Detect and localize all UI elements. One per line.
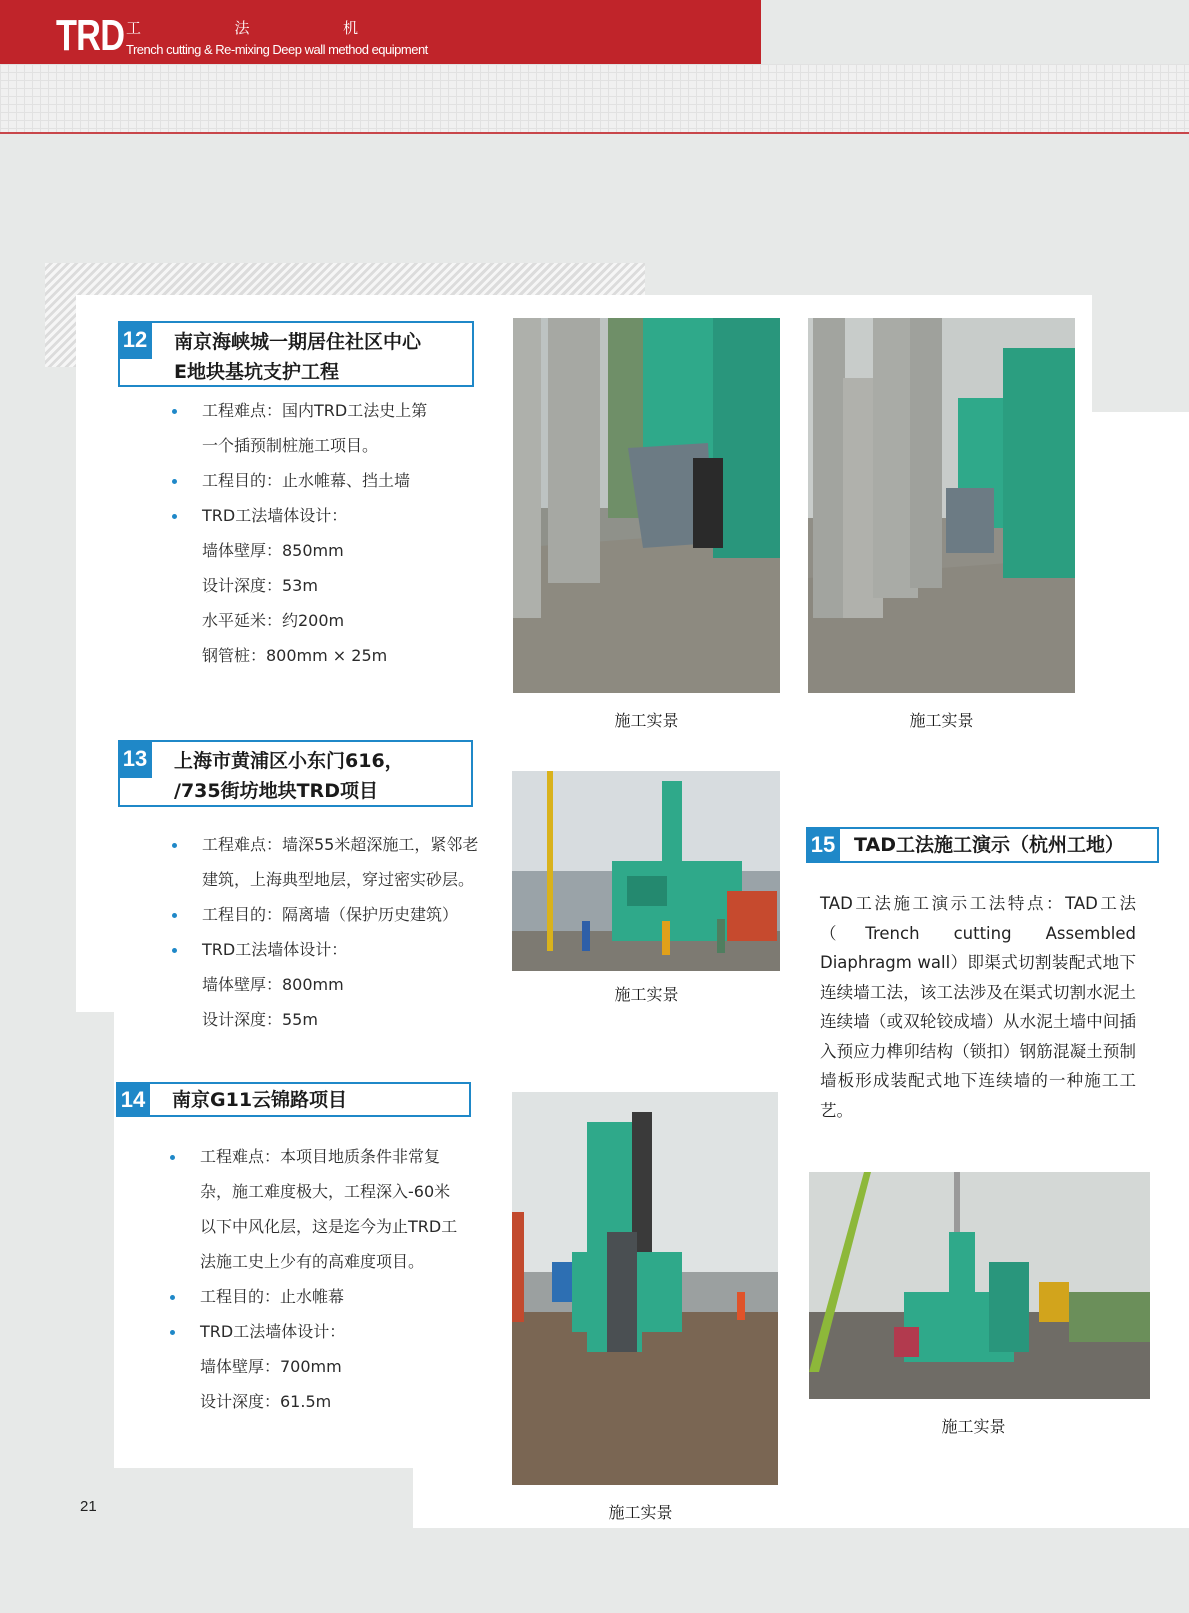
bullet-sub-item: 墙体壁厚：850mm — [202, 541, 344, 560]
bullet-sub-item: 钢管桩：800mm × 25m — [202, 646, 388, 665]
header-grid-band — [0, 64, 1189, 132]
project-number-badge: 15 — [806, 827, 840, 863]
site-illustration — [513, 318, 780, 693]
project-14-details — [168, 1142, 457, 1422]
project-title — [174, 327, 421, 387]
project-13-details — [170, 830, 478, 1040]
bullet-item: 工程难点：国内TRD工法史上第 — [170, 396, 427, 426]
bullet-item: 工程目的：隔离墙（保护历史建筑） — [170, 900, 478, 930]
brand-cn-title — [126, 20, 358, 36]
bullet-continuation: 法施工史上少有的高难度项目。 — [200, 1252, 425, 1271]
header-bar — [0, 0, 761, 64]
construction-photo — [512, 1092, 778, 1485]
bullet-continuation: 一个插预制桩施工项目。 — [202, 436, 379, 455]
project-title — [854, 830, 1124, 860]
bullet-item: 工程难点：墙深55米超深施工，紧邻老 — [170, 830, 478, 860]
site-illustration — [512, 771, 780, 971]
construction-photo — [808, 318, 1075, 693]
project-title-line: E地块基坑支护工程 — [174, 361, 339, 383]
project-number-badge: 13 — [118, 740, 152, 778]
project-title-line: /735街坊地块TRD项目 — [174, 780, 378, 802]
construction-photo — [512, 771, 780, 971]
tad-intro-text: TAD工法施工演示工法特点：TAD工法（Trench cutting Assembled Diaphragm wall）即渠式切割装配式地下连续墙工法，该工法涉及在渠式切割水泥土连续墙（或双轮铰成墙）从水泥土墙中间插入预应力榫卯结构（锁扣）钢筋混凝土预制墙板形成装配式地下连续墙的一种施工工艺。 — [820, 894, 1136, 1120]
bullet-continuation: 建筑，上海典型地层，穿过密实砂层。 — [202, 870, 475, 889]
bullet-continuation: 以下中风化层，这是迄今为止TRD工 — [200, 1217, 458, 1236]
brand-cn-char: 机 — [342, 19, 358, 37]
project-title — [172, 1085, 347, 1115]
photo-caption: 施工实景 — [614, 985, 679, 1004]
bullet-item: 工程目的：止水帷幕、挡土墙 — [170, 466, 427, 496]
bullet-item: 工程目的：止水帷幕 — [168, 1282, 457, 1312]
brand-cn-char: 工 — [126, 19, 142, 37]
project-title — [174, 746, 404, 806]
bullet-sub-item: 设计深度：53m — [202, 576, 318, 595]
brand-logo-text: TRD — [56, 11, 125, 60]
project-number-badge: 12 — [118, 321, 152, 359]
project-12-header — [118, 321, 474, 387]
project-number-badge: 14 — [116, 1082, 150, 1117]
page-number: 21 — [80, 1498, 97, 1515]
photo-caption: 施工实景 — [608, 1503, 673, 1522]
site-illustration — [808, 318, 1075, 693]
project-title-line: 上海市黄浦区小东门616， — [174, 750, 404, 772]
brand-en-subtitle: Trench cutting & Re-mixing Deep wall method equipment — [126, 42, 428, 57]
construction-photo — [809, 1172, 1150, 1399]
project-title-line: 南京G11云锦路项目 — [172, 1089, 348, 1111]
site-illustration — [512, 1092, 778, 1485]
project-12-details — [170, 396, 427, 676]
bullet-sub-item: 墙体壁厚：800mm — [202, 975, 344, 994]
photo-caption: 施工实景 — [909, 711, 974, 730]
project-14-header — [116, 1082, 471, 1117]
bullet-item: TRD工法墙体设计： — [168, 1317, 457, 1347]
project-title-line: TAD工法施工演示（杭州工地） — [854, 834, 1124, 856]
bullet-sub-item: 设计深度：61.5m — [200, 1392, 332, 1411]
photo-caption: 施工实景 — [614, 711, 679, 730]
bullet-item: TRD工法墙体设计： — [170, 501, 427, 531]
bullet-sub-item: 设计深度：55m — [202, 1010, 318, 1029]
brand-cn-char: 法 — [234, 19, 250, 37]
bullet-sub-item: 墙体壁厚：700mm — [200, 1357, 342, 1376]
bullet-item: 工程难点：本项目地质条件非常复 — [168, 1142, 457, 1172]
project-15-header — [806, 827, 1159, 863]
project-title-line: 南京海峡城一期居住社区中心 — [174, 331, 422, 353]
photo-caption: 施工实景 — [941, 1417, 1006, 1436]
bullet-continuation: 杂，施工难度极大，工程深入-60米 — [200, 1182, 451, 1201]
bullet-sub-item: 水平延米：约200m — [202, 611, 345, 630]
project-13-header — [118, 740, 473, 807]
site-illustration — [809, 1172, 1150, 1399]
bullet-item: TRD工法墙体设计： — [170, 935, 478, 965]
header-divider — [0, 132, 1189, 134]
construction-photo — [513, 318, 780, 693]
